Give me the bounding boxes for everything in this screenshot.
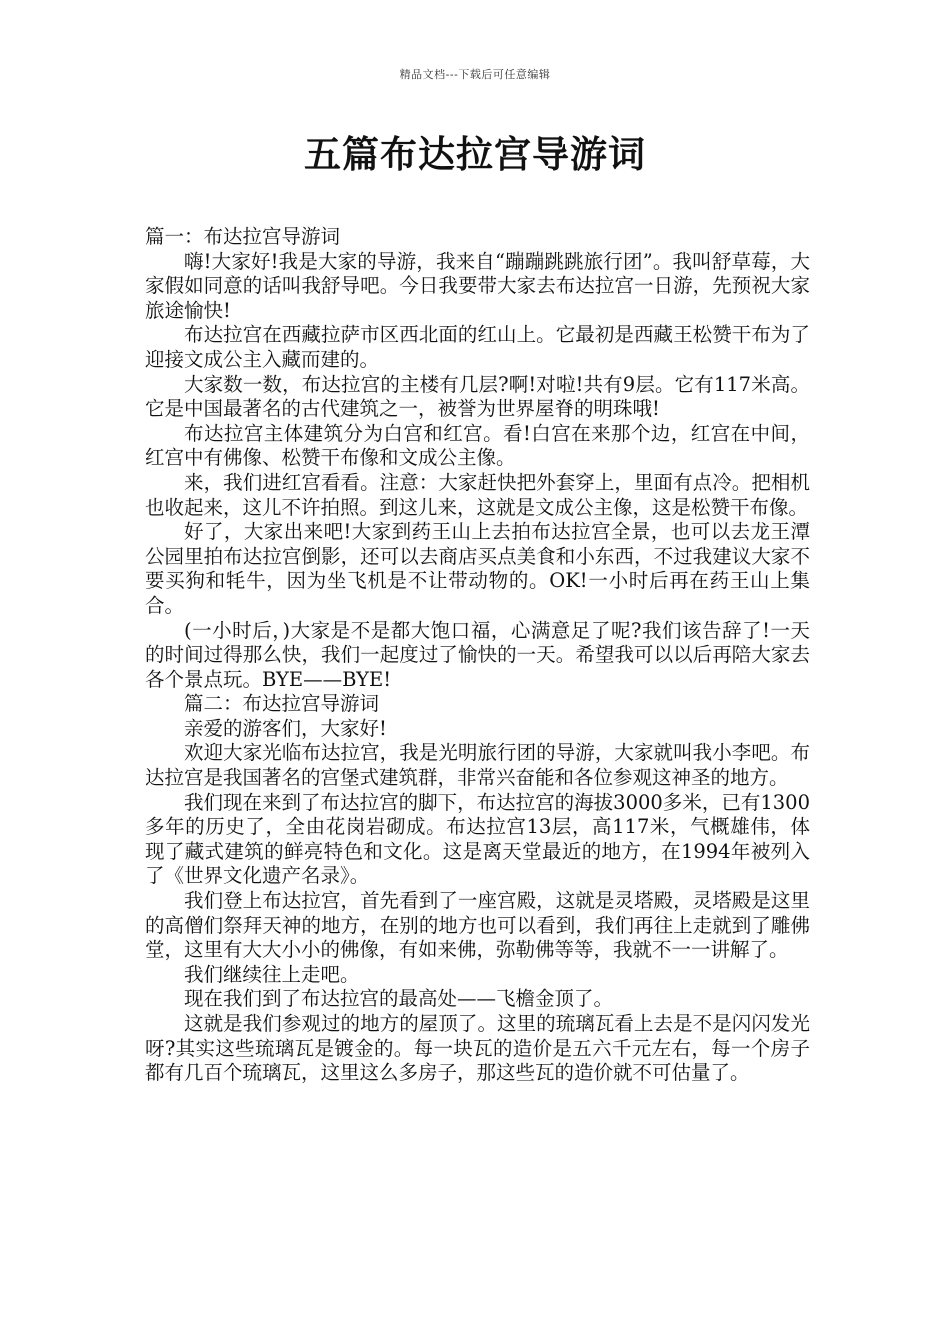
paragraph: (一小时后，)大家是不是都大饱口福，心满意足了呢?我们该告辞了!一天的时间过得那么快，我们一起度过了愉快的一天。希望我可以以后再陪大家去各个景点玩。BYE——BYE! xyxy=(145,618,810,691)
document-title: 五篇布达拉宫导游词 xyxy=(304,133,646,176)
page-header-note: 精品文档---下载后可任意编辑 xyxy=(399,68,551,81)
paragraph: 布达拉宫主体建筑分为白宫和红宫。看!白宫在来那个边，红宫在中间，红宫中有佛像、松赞干布像和文成公主像。 xyxy=(145,421,810,470)
paragraph: 我们继续往上走吧。 xyxy=(184,962,360,986)
section-heading-1: 篇一：布达拉宫导游词 xyxy=(145,225,341,248)
document-body xyxy=(145,225,810,1086)
paragraph: 我们登上布达拉宫，首先看到了一座宫殿，这就是灵塔殿，灵塔殿是这里的高僧们祭拜天神的地方，在别的地方也可以看到，我们再往上走就到了雕佛堂，这里有大大小小的佛像，有如来佛，弥勒佛等等，我就不一一讲解了。 xyxy=(145,889,810,962)
paragraph: 好了，大家出来吧!大家到药王山上去拍布达拉宫全景，也可以去龙王潭公园里拍布达拉宫倒影，还可以去商店买点美食和小东西，不过我建议大家不要买狗和牦牛，因为坐飞机是不让带动物的。OK!一小时后再在药王山上集合。 xyxy=(145,520,810,617)
paragraph: 我们现在来到了布达拉宫的脚下，布达拉宫的海拔3000多米，已有1300多年的历史了，全由花岗岩砌成。布达拉宫13层，高117米，气概雄伟，体现了藏式建筑的鲜亮特色和文化。这是离天堂最近的地方，在1994年被列入了《世界文化遗产名录》。 xyxy=(145,790,810,888)
section-heading-2: 篇二：布达拉宫导游词 xyxy=(184,692,380,716)
paragraph: 来，我们进红宫看看。注意：大家赶快把外套穿上，里面有点冷。把相机也收起来，这儿不许拍照。到这儿来，这就是文成公主像，这是松赞干布像。 xyxy=(145,470,810,519)
paragraph: 现在我们到了布达拉宫的最高处——飞檐金顶了。 xyxy=(184,987,614,1011)
paragraph: 欢迎大家光临布达拉宫，我是光明旅行团的导游，大家就叫我小李吧。布达拉宫是我国著名的宫堡式建筑群，非常兴奋能和各位参观这神圣的地方。 xyxy=(145,741,810,790)
paragraph: 亲爱的游客们，大家好! xyxy=(184,716,387,740)
paragraph: 嗨!大家好!我是大家的导游，我来自“蹦蹦跳跳旅行团”。我叫舒草莓，大家假如同意的话叫我舒导吧。今日我要带大家去布达拉宫一日游，先预祝大家旅途愉快! xyxy=(145,249,810,322)
paragraph: 这就是我们参观过的地方的屋顶了。这里的琉璃瓦看上去是不是闪闪发光呀?其实这些琉璃瓦是镀金的。每一块瓦的造价是五六千元左右，每一个房子都有几百个琉璃瓦，这里这么多房子，那这些瓦的造价就不可估量了。 xyxy=(145,1012,810,1085)
paragraph: 布达拉宫在西藏拉萨市区西北面的红山上。它最初是西藏王松赞干布为了迎接文成公主入藏而建的。 xyxy=(145,323,810,371)
paragraph: 大家数一数，布达拉宫的主楼有几层?啊!对啦!共有9层。它有117米高。它是中国最著名的古代建筑之一，被誉为世界屋脊的明珠哦! xyxy=(145,372,810,421)
